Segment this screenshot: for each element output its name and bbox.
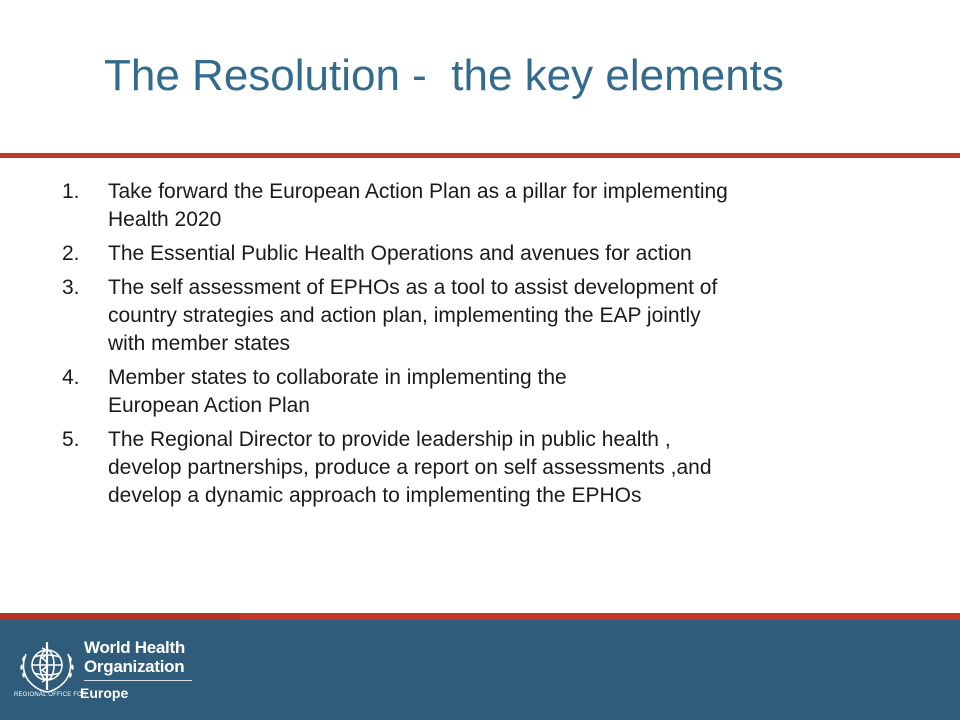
- office-label: REGIONAL OFFICE FOR: [14, 692, 87, 698]
- item-text: The self assessment of EPHOs as a tool to assist development of country strategies and action plan, implementing the EAP jointly with member states: [108, 276, 718, 355]
- footer-divider-accent: [0, 613, 240, 620]
- list-item: [62, 178, 922, 234]
- list-item: [62, 240, 922, 268]
- org-name-line2: Organization: [84, 657, 185, 676]
- office-name: Europe: [80, 685, 129, 701]
- item-number: 4.: [62, 366, 80, 389]
- list-item: [62, 364, 922, 420]
- who-logo: [12, 630, 212, 710]
- list-item: [62, 426, 922, 510]
- org-name: [84, 638, 185, 676]
- list-item: [62, 274, 922, 358]
- item-number: 3.: [62, 276, 80, 299]
- item-number: 2.: [62, 242, 80, 265]
- title-divider: [0, 153, 960, 158]
- org-divider: [84, 680, 192, 681]
- item-text: Member states to collaborate in implementing the European Action Plan: [108, 366, 567, 417]
- org-name-line1: World Health: [84, 638, 185, 657]
- item-text: The Regional Director to provide leadership in public health , develop partnerships, produce a report on self assessments ,and develop a dynamic approach to implementing the EPHOs: [108, 428, 712, 507]
- item-number: 1.: [62, 180, 80, 203]
- item-text: Take forward the European Action Plan as a pillar for implementing Health 2020: [108, 180, 728, 231]
- key-elements-list: [62, 178, 922, 516]
- item-number: 5.: [62, 428, 80, 451]
- item-text: The Essential Public Health Operations and avenues for action: [108, 242, 692, 265]
- slide-title: The Resolution - the key elements: [104, 51, 784, 100]
